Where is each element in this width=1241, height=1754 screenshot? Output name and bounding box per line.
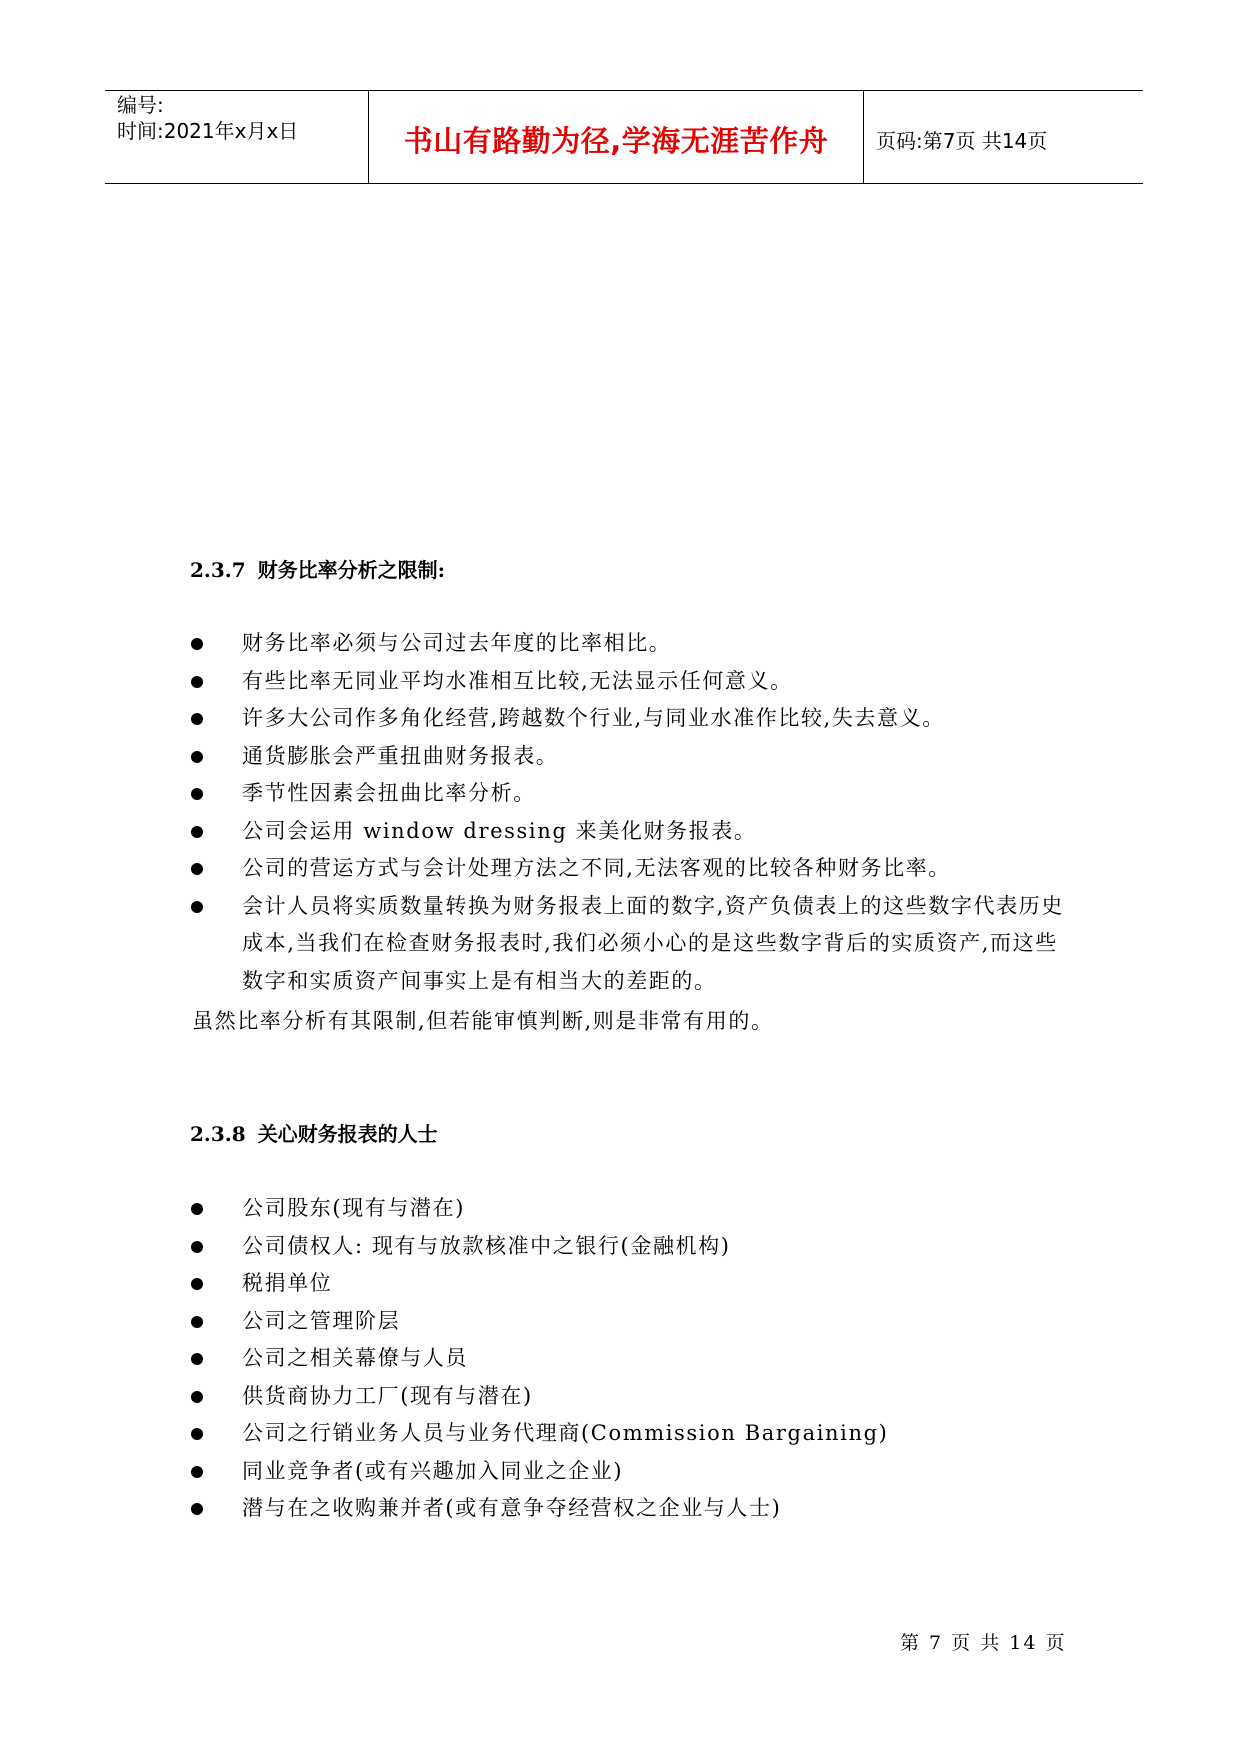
list-item: 公司会运用 window dressing 来美化财务报表。 xyxy=(190,813,1070,851)
bullet-icon xyxy=(191,1503,203,1515)
bullet-icon xyxy=(191,788,203,800)
bullet-icon xyxy=(191,1353,203,1365)
list-item: 潜与在之收购兼并者(或有意争夺经营权之企业与人士) xyxy=(190,1490,1070,1528)
section-title-text: 关心财务报表的人士 xyxy=(257,1122,438,1146)
list-item: 公司债权人: 现有与放款核准中之银行(金融机构) xyxy=(190,1228,1070,1266)
header-page-info: 页码:第7页 共14页 xyxy=(876,128,1048,153)
header-motto: 书山有路勤为径,学海无涯苦作舟 xyxy=(403,123,829,158)
document-time-label: 时间:2021年x月x日 xyxy=(117,119,299,143)
list-item: 公司的营运方式与会计处理方法之不同,无法客观的比较各种财务比率。 xyxy=(190,850,1070,888)
list-item: 季节性因素会扭曲比率分析。 xyxy=(190,775,1070,813)
stakeholders-list xyxy=(190,1190,1070,1528)
section-number: 2.3.8 xyxy=(190,1122,246,1146)
list-item: 财务比率必须与公司过去年度的比率相比。 xyxy=(190,625,1070,663)
section-title-text: 财务比率分析之限制: xyxy=(257,558,446,582)
bullet-icon xyxy=(191,751,203,763)
page-header xyxy=(105,90,1143,184)
list-item: 许多大公司作多角化经营,跨越数个行业,与同业水准作比较,失去意义。 xyxy=(190,700,1070,738)
bullet-icon xyxy=(191,826,203,838)
header-motto-cell xyxy=(369,91,864,183)
list-item: 公司之管理阶层 xyxy=(190,1303,1070,1341)
list-item: 会计人员将实质数量转换为财务报表上面的数字,资产负债表上的这些数字代表历史成本,当我们在检查财务报表时,我们必须小心的是这些数字背后的实质资产,而这些数字和实质资产间事实上是有相当大的差距的。 xyxy=(190,888,1070,1001)
bullet-icon xyxy=(191,1278,203,1290)
list-item: 税捐单位 xyxy=(190,1265,1070,1303)
bullet-icon xyxy=(191,863,203,875)
header-meta-cell xyxy=(105,91,369,183)
page-footer: 第 7 页 共 14 页 xyxy=(900,1632,1067,1654)
list-item: 公司之行销业务人员与业务代理商(Commission Bargaining) xyxy=(190,1415,1070,1453)
list-item: 公司股东(现有与潜在) xyxy=(190,1190,1070,1228)
header-page-cell xyxy=(864,91,1143,183)
section-heading-2-3-8 xyxy=(190,1121,438,1147)
bullet-icon xyxy=(191,1241,203,1253)
section-number: 2.3.7 xyxy=(190,558,246,582)
bullet-icon xyxy=(191,901,203,913)
list-item: 通货膨胀会严重扭曲财务报表。 xyxy=(190,738,1070,776)
bullet-icon xyxy=(191,1316,203,1328)
list-item: 供货商协力工厂(现有与潜在) xyxy=(190,1378,1070,1416)
bullet-icon xyxy=(191,1466,203,1478)
limitations-conclusion: 虽然比率分析有其限制,但若能审慎判断,则是非常有用的。 xyxy=(192,1009,774,1033)
document-number-label: 编号: xyxy=(117,93,164,117)
bullet-icon xyxy=(191,676,203,688)
bullet-icon xyxy=(191,1203,203,1215)
bullet-icon xyxy=(191,713,203,725)
bullet-icon xyxy=(191,1428,203,1440)
list-item: 同业竞争者(或有兴趣加入同业之企业) xyxy=(190,1453,1070,1491)
bullet-icon xyxy=(191,1391,203,1403)
list-item: 公司之相关幕僚与人员 xyxy=(190,1340,1070,1378)
list-item: 有些比率无同业平均水准相互比较,无法显示任何意义。 xyxy=(190,663,1070,701)
limitations-list xyxy=(190,625,1070,1000)
section-heading-2-3-7 xyxy=(190,557,445,583)
bullet-icon xyxy=(191,638,203,650)
